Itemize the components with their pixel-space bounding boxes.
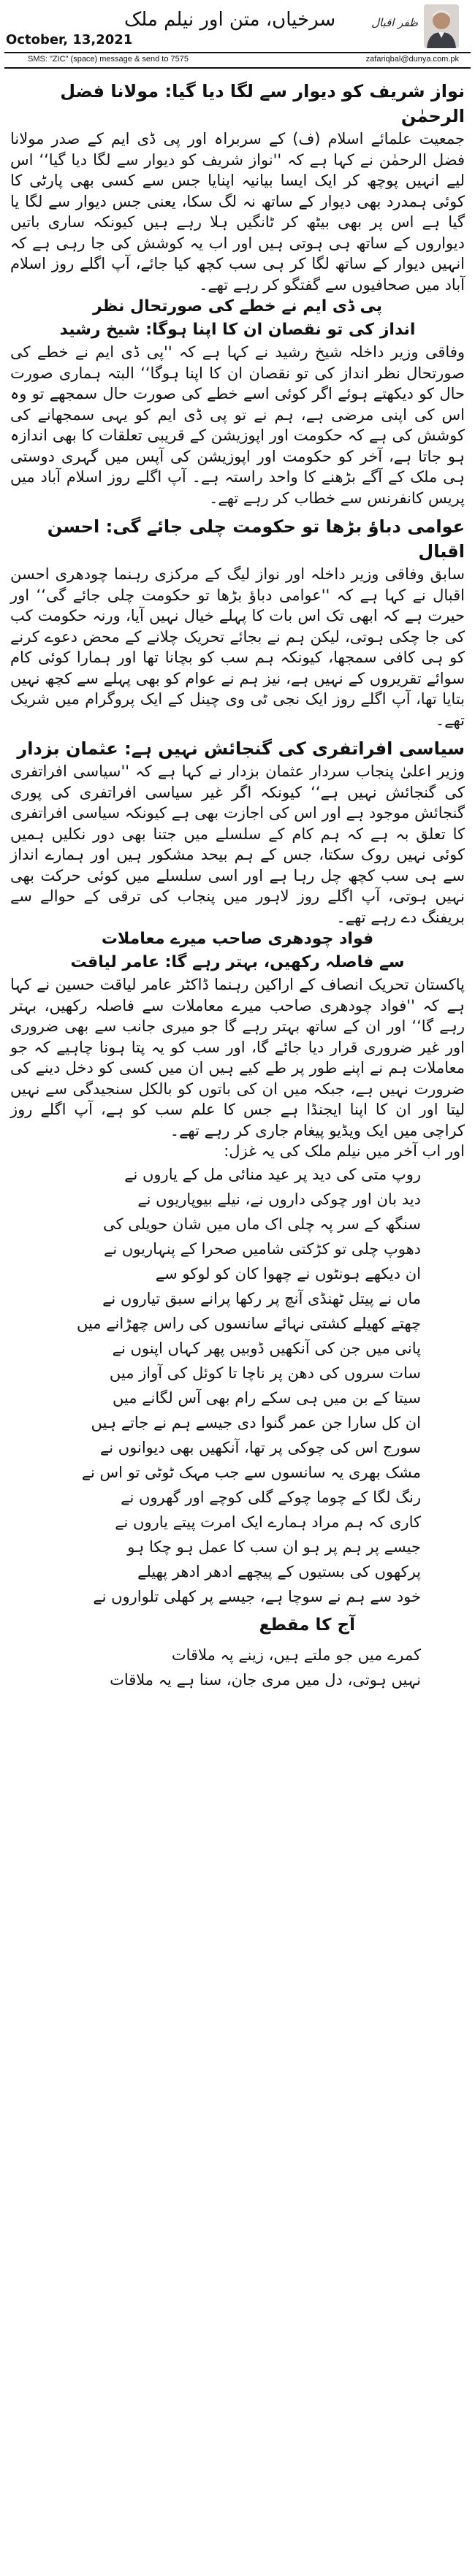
poem-verse: سنگھ کے سر پہ چلی اک ماں میں شان حویلی کی: [103, 1215, 421, 1233]
column-title: سرخیاں، متن اور نیلم ملک: [124, 9, 336, 31]
poem-verse: دید بان اور چوکی داروں نے، نیلے بیوپاریوں نے: [137, 1190, 421, 1208]
news-item: [10, 928, 465, 1141]
news-headline: عوامی دباؤ بڑھا تو حکومت چلی جائے گی: احسن اقبال: [47, 516, 465, 562]
news-item: [10, 79, 465, 295]
poem-block: [10, 1141, 465, 1692]
maqta-verse: کمرے میں جو ملتے ہیں، زینے پہ ملاقات: [171, 1646, 421, 1664]
poem-verse: رنگ لگا کے چوما چوکے گلی کوچے اور گھروں نے: [121, 1488, 421, 1506]
sms-instructions: SMS: "ZIC" (space) message & send to 7575: [28, 55, 189, 64]
news-subheadline: سے فاصلہ رکھیں، بہتر رہے گا: عامر لیاقت: [70, 953, 405, 971]
poem-verse: پانی میں جن کی آنکھیں ڈوبیں پھر کہاں اپنوں نے: [112, 1339, 421, 1357]
publish-date: October, 13,2021: [6, 32, 133, 47]
news-item: [10, 514, 465, 730]
column-header: [0, 0, 475, 53]
poem-verse: پرکھوں کی بستیوں کے پیچھے ادھر ادھر پھیلے: [137, 1562, 421, 1581]
poem-verse: دھوپ چلی تو کڑکتی شامیں صحرا کے پنہاریوں نے: [104, 1239, 421, 1258]
poem-verse: سیتا کے بن میں ہی سکے رام بھی آس لگانے میں: [112, 1388, 421, 1407]
news-paragraph: جمعیت علمائے اسلام (ف) کے سربراہ اور پی ڈی ایم کے صدر مولانا فضل الرحمٰن نے کہا ہے کہ ''نواز شریف کو دیوار سے لگا دیا گیا‘‘ اس لیے انہیں پوچھ کر ایک ایسا بیانیہ اپنایا جس سے کسی بھی پارٹی کا کوئی ہمدرد بھی دیوار کے ساتھ نہ لگ سکا، یعنی جس دیوار سے لگا یا گیا ہے اس پر بھی بیٹھ کر ٹانگیں ہلا رہے ہیں کیونکہ ساری باتیں دیواروں کے ساتھ ہی ہوتی ہیں اور اب یہ کوشش کی جا رہی ہے کہ انہیں دیوار کے ساتھ لگا کر ہی سب کچھ کیا جائے، آپ اگلے روز اسلام آباد میں صحافیوں سے گفتگو کر رہے تھے۔: [10, 130, 465, 294]
news-headline: فواد چودھری صاحب میرے معاملات: [101, 930, 374, 948]
author-signature: ظفر اقبال: [371, 16, 418, 29]
news-paragraph: وفاقی وزیر داخلہ شیخ رشید نے کہا ہے کہ ''پی ڈی ایم نے خطے کی صورتحال نظر انداز کی تو نقصان ان کا اپنا ہوگا‘‘ البتہ ہماری صورت حال کو دیکھتے ہوئے اگر کوئی اسے خطے کی صورت حال سمجھے تو وہ اس کی اپنی مرضی ہے، ہم نے تو پی ڈی ایم کو یہی سمجھانے کی کوشش کی ہے کہ حکومت اور اپوزیشن کے قریبی تعلقات کا بھی اندازہ ہو جاتا ہے، آخر کو حکومت اور اپوزیشن کی آپس میں گہری دوستی ہی ملک کے آگے بڑھنے کا واحد راستہ ہے۔ آپ اگلے روز اسلام آباد میں پریس کانفرنس سے خطاب کر رہے تھے۔: [10, 343, 465, 507]
news-paragraph: وزیر اعلیٰ پنجاب سردار عثمان بزدار نے کہا ہے کہ ''سیاسی افراتفری کی گنجائش نہیں ہے‘‘ کیونکہ اگر غیر سیاسی افراتفری کی پوری گنجائش موجود ہے اور اس کی اجازت بھی ہے کیونکہ سیاسی افراتفری کا تعلق بہ ہے کہ ہم کام کے سلسلے میں جتنا بھی دور نکلیں ہمیں کوئی نہیں روک سکتا، جس کے ہم بیحد مشکور ہیں اور ہمارے انداز سے ہی سب کچھ چل رہا ہے اور اسی سلسلے میں کوئی حرکت بھی نہیں ہوتی، آپ اگلے روز لاہور میں پنجاب کی ترقی کے حوالے سے بریفنگ دے رہے تھے۔: [10, 763, 465, 926]
author-portrait-icon: [424, 4, 459, 48]
news-headline: سیاسی افراتفری کی گنجائش نہیں ہے: عثمان بزدار: [17, 738, 465, 759]
poem-verse: سات سروں کی دھن پر ناچا تا کوئل کی آواز میں: [109, 1364, 421, 1382]
author-email: zafariqbal@dunya.com.pk: [365, 55, 459, 64]
poem-verse: ماں نے پیتل ٹھنڈی آنچ پر رکھا پرانے سبق تیاروں نے: [102, 1289, 421, 1307]
poem-verse: سورج اس کی چوکی پر تھا، آنکھیں بھی دیوانوں نے: [99, 1438, 421, 1456]
poem-verse: ان کل سارا جن عمر گنوا دی جیسے ہم نے جاتے ہیں: [91, 1413, 421, 1432]
poem-verse: مشک بھری یہ سانسوں سے جب مہک ٹوٹی تو اس نے: [81, 1463, 421, 1481]
news-item: [10, 295, 465, 508]
contact-strip: [0, 53, 475, 67]
news-headline: پی ڈی ایم نے خطے کی صورتحال نظر: [92, 297, 383, 316]
poem-verse: خود سے ہم نے سوچا ہے، جیسے پر کھلی تلواروں نے: [93, 1587, 421, 1605]
poem-verse: کاری کہ ہم مراد ہمارے ایک امرت پیتے یاروں نے: [115, 1513, 421, 1531]
news-item: [10, 736, 465, 928]
author-avatar: [424, 4, 459, 48]
column-body: [10, 73, 465, 1692]
news-paragraph: سابق وفاقی وزیر داخلہ اور نواز لیگ کے مرکزی رہنما چودھری احسن اقبال نے کہا ہے کہ ''عوامی دباؤ بڑھا تو حکومت چلی جائے گی‘‘ اور حیرت ہے کہ ابھی تک اس بات کا پہلے خیال نہیں آیا، ورنہ حکومت کب کی جا چکی ہوتی، لیکن ہم نے بجائے تحریک چلانے کے محض دعوے کرنے کو ہی کافی سمجھا، کیونکہ ہم سب کو بچانا تھا اور ہمارا کوئی کام سوائے تقریروں کے نہیں ہے، نیز ہم نے عوام کو بھی پہلے سے کچھ نہیں بتایا تھا، آپ اگلے روز ایک نجی ٹی وی چینل کے ایک پروگرام میں شریک تھے۔: [10, 565, 465, 729]
poem-verse: ان دیکھے ہونٹوں نے چھوا کان کو لوکو سے: [155, 1264, 421, 1283]
news-headline: نواز شریف کو دیوار سے لگا دیا گیا: مولانا فضل الرحمٰن: [60, 81, 465, 126]
poem-verse: جیسے پر ہم پر ہو ان سب کا عمل ہو چکا ہو: [127, 1537, 421, 1556]
poem-verse: چھتے کھیلے کشتی نہائے سانسوں کی راس چھڑانے میں: [76, 1314, 421, 1332]
poem-verse: روپ متی کی دید پر عید منائی مل کے یاروں نے: [124, 1165, 421, 1183]
poem-intro: اور اب آخر میں نیلم ملک کی یہ غزل:: [224, 1142, 465, 1160]
news-subheadline: انداز کی تو نقصان ان کا اپنا ہوگا: شیخ رشید: [59, 321, 416, 339]
header-divider-bottom: [4, 67, 471, 69]
maqta-verse: نہیں ہوتی، دل میں مری جان، سنا ہے یہ ملاقات: [110, 1670, 421, 1689]
maqta-heading: آج کا مقطع: [259, 1615, 355, 1635]
news-paragraph: پاکستان تحریک انصاف کے اراکین رہنما ڈاکٹر عامر لیاقت حسین نے کہا ہے کہ ''فواد چودھری صاحب میرے معاملات سے فاصلہ رکھیں، بہتر رہے گا‘‘ اور ان کے ساتھ بہتر رہے گا جو میری جانب سے بھی ضروری اور غیر ضروری قرار دیا جائے گا، اور سب کو یہ پتا ہونا چاہیے کہ جو معاملات ہم نے اپنے طور پر طے کیے ہیں ان میں کسی کو دخل دینے کی ضرورت نہیں ہے، جبکہ میں ان کی باتوں کو بالکل سنجیدگی سے نہیں لیتا اور ان کا اپنا ایجنڈا ہے جس کا علم سب کو ہے، آپ اگلے روز کراچی میں ایک ویڈیو پیغام جاری کر رہے تھے۔: [10, 976, 465, 1139]
